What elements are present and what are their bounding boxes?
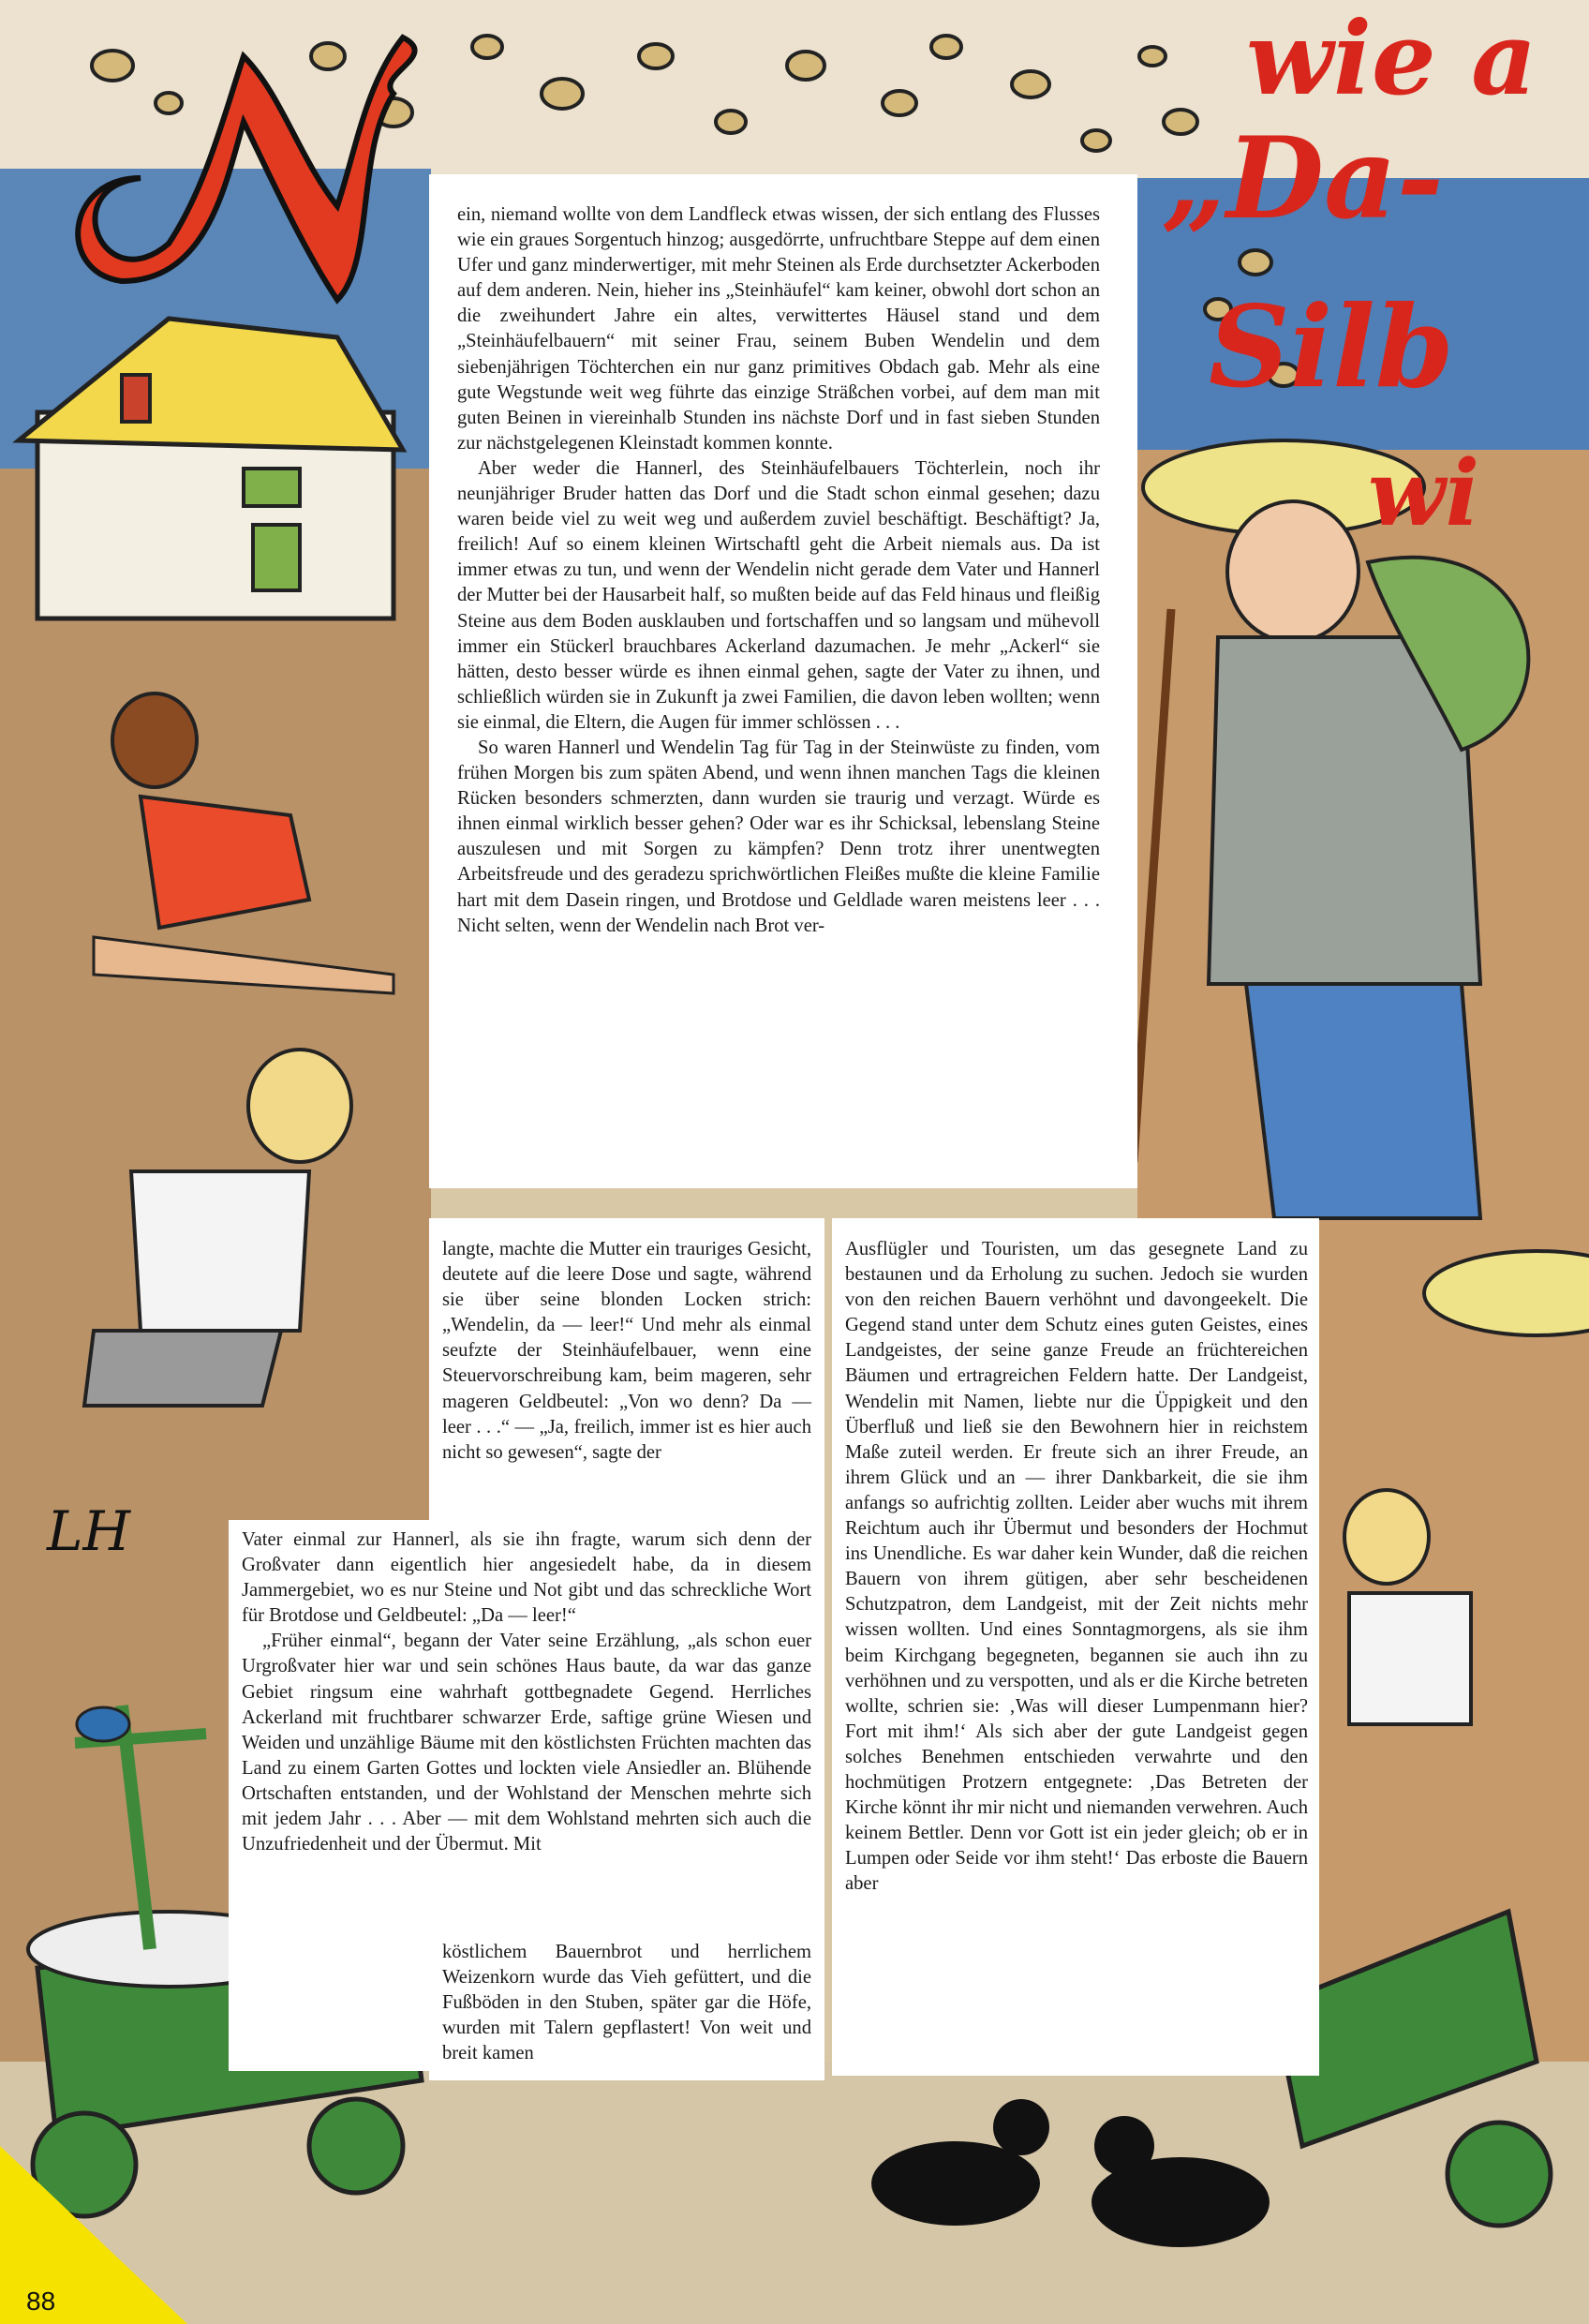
paragraph-2: Aber weder die Hannerl, des Steinhäufelbauers Töchterlein, noch ihr neunjähriger Bruder hatten das Dorf und die Stadt schon einmal gesehen; dazu waren beide viel zu weit weg und außerdem zuviel beschäftigt. Beschäftigt? Ja, freilich! Auf so einem kleinen Wirtschaftl geht die Arbeit niemals aus. Da ist immer etwas zu tun, und wenn der Wendelin nicht gerade dem Vater und Hannerl der Mutter bei der Hausarbeit half, so mußten beide auf das Feld hinaus und fleißig Steine aus dem Boden ausklauben und fortschaffen und so langsam und mühevoll immer ein Stückerl brauchbares Ackerland dazumachen. Je mehr „Ackerl“ sie hätten, desto besser würde es ihnen einmal gehen, sagte der Vater zu ihnen, und schließlich würden sie in Zukunft ja zwei Familien, die davon leben wollten; wenn sie einmal, die Eltern, die Augen für immer schlössen . . .	[457, 457, 1100, 733]
title-line-4: wi	[1368, 440, 1480, 546]
column3-text: Ausflügler und Touristen, um das gesegnete Land zu bestaunen und da Erholung zu suchen. Jedoch sie wurden von den reichen Bauern verhöhnt und davongeekelt. Die Gegend stand unter dem Schutz eines guten Geistes, eines Landgeistes, der seine ganze Freude an früchtereichen Bäumen und ertragreichen Feldern hatte. Der Landgeist, Wendelin mit Namen, liebte nur die Üppigkeit und den Überfluß und ließ sie den Bewohnern hier in reichstem Maße zuteil werden. Er freute sich an ihrer Freude, an ihrem Glück und an — ihrer Dankbarkeit, die sie ihm anfangs so aufrichtig zollten. Leider aber wuchs mit ihrem Reichtum auch ihr Übermut und besonders der Hochmut ins Unendliche. Es war daher kein Wunder, daß die reichen Bauern von ihrem gütigen, aber sehr bescheidenen Schutzpatron, dem Landgeist, mit der Zeit nichts mehr wissen wollten. Und eines Sonntagmorgens, als sie ihm beim Kirchgang begegneten, begannen sie auch ihn zu verhöhnen und zu verspotten, und als er die Kirche betreten wollte, schrien sie: ‚Was will dieser Lumpenmann hier? Fort mit ihm!‘ Als sich aber der gute Landgeist gegen solches Benehmen entschieden verwahrte und den hochmütigen Protzern entgegnete: ‚Das Betreten der Kirche könnt ihr mir nicht und niemanden verwehren. Auch keinem Bettler. Denn vor Gott ist ein jeder gleich; ob er in Lumpen oder Seide vor ihm steht!‘ Das erboste die Bauern aber	[845, 1239, 1308, 1895]
paragraph-3: So waren Hannerl und Wendelin Tag für Tag in der Steinwüste zu finden, vom frühen Morgen bis zum späten Abend, und wenn ihnen manchen Tags die kleinen Rücken besonders schmerzten, dann wurden sie traurig und verzagt. Würde es ihnen einmal wirklich besser gehen? Oder war es ihr Schicksal, lebenslang Steine auszulesen und mit Sorgen zu kämpfen? Denn trotz ihrer unentwegten Arbeitsfreude und des geradezu sprichwörtlichen Fleißes mußte die kleine Familie hart mit dem Dasein ringen, und Brotdose und Geldlade waren meistens leer . . . Nicht selten, wenn der Wendelin nach Brot ver-	[457, 737, 1100, 936]
story-column-1	[429, 174, 1137, 1188]
paragraph-1: ein, niemand wollte von dem Landfleck etwas wissen, der sich entlang des Flusses wie ein graues Sorgentuch hinzog; ausgedörrte, unfruchtbare Steppe auf dem einen Ufer und ganz minderwertiger, mit mehr Steinen als Erde durchsetzter Ackerboden auf dem anderen. Nein, hieher ins „Steinhäufel“ kam keiner, obwohl dort schon an die zweihundert Jahre ein altes, verwittertes Häusel stand und dem „Steinhäufelbauern“ mit seiner Frau, seinem Buben Wendelin und dem siebenjährigen Töchterchen ein nur ganz primitives Obdach gab. Mehr als eine gute Wegstunde weit weg führte das einzige Sträßchen vorbei, auf dem man mit guten Beinen in viereinhalb Stunden ins nächste Dorf und in fast sieben Stunden zur nächstgelegenen Kleinstadt kommen konnte.	[457, 204, 1100, 454]
title-line-2: „Da-	[1162, 112, 1444, 245]
signature: LH	[47, 1499, 131, 1563]
story-column-2	[429, 1218, 824, 1527]
story-column-3	[832, 1218, 1319, 2076]
column2-top-text: langte, machte die Mutter ein trauriges Gesicht, deutete auf die leere Dose und sagte, während sie über seine blonden Locken strich: „Wendelin, da — leer!“ Und mehr als einmal seufzte der Steinhäufelbauer, wenn eine Steuervorschreibung kam, beim mageren, sehr mageren Geldbeutel: „Von wo denn? Da — leer . . .“ — „Ja, freilich, immer ist es hier auch nicht so gewesen“, sagte der	[442, 1239, 811, 1463]
title-line-1: wie a	[1246, 0, 1537, 118]
column2-wide-text: Vater einmal zur Hannerl, als sie ihn fragte, warum sich denn der Großvater dann eigentlich hier angesiedelt habe, da in diesem Jammergebiet, wo es nur Steine und Not gibt und das schreckliche Wort für Brotdose und Geldbeutel: „Da — leer!“	[242, 1529, 811, 1627]
title-line-3: Silb	[1209, 281, 1454, 413]
column2-paragraph-2: „Früher einmal“, begann der Vater seine Erzählung, „als schon euer Urgroßvater hier war und sein schönes Haus baute, da war das ganze Gebiet ringsum eine wahrhaft gottbegnadete Gegend. Herrliches Ackerland mit fruchtbarer schwarzer Erde, saftige grüne Wiesen und Weiden und unzählige Bäume mit den köstlichsten Früchten machten das Land zu einem Garten Gottes und lockten viele Ansiedler an. Blühende Ortschaften entstanden, und der Wohlstand der Menschen mehrte sich mit jedem Jahr . . . Aber — mit dem Wohlstand mehrten sich auch die Unzufriedenheit und der Übermut. Mit	[242, 1631, 811, 1855]
column2-paragraph-3: köstlichem Bauernbrot und herrlichem Weizenkorn wurde das Vieh gefüttert, und die Fußböden in den Stuben, später gar die Höfe, wurden mit Talern gepflastert! Von weit und breit kamen	[442, 1942, 811, 2064]
story-column-2-bottom	[429, 1940, 824, 2080]
page-number: 88	[26, 2287, 56, 2316]
